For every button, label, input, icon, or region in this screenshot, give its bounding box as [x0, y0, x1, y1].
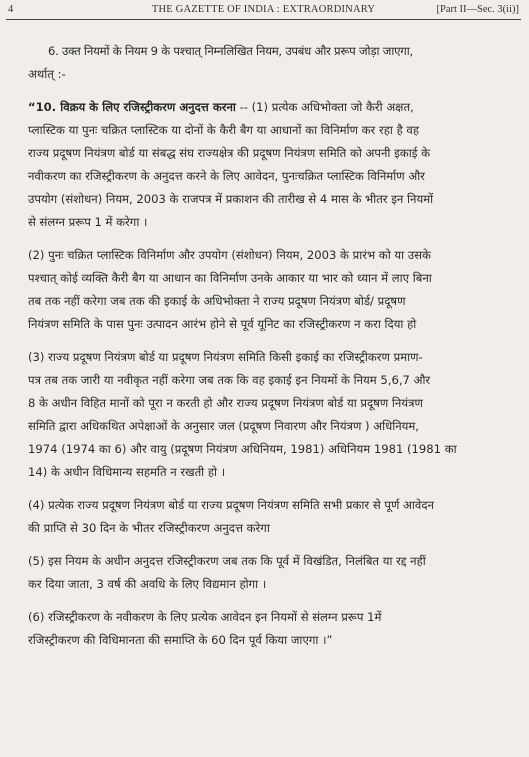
text-line: की प्राप्ति से 30 दिन के भीतर रजिस्ट्रीकरण अनुदत्त करेगा: [28, 521, 270, 535]
page-header: [8, 4, 519, 20]
text-fragment: -- (1) प्रत्येक अधिभोक्ता जो कैरी अक्षत,: [235, 100, 414, 114]
rule-heading: “10. विक्रय के लिए रजिस्ट्रीकरण अनुदत्त करना: [28, 100, 236, 114]
text-line: [28, 96, 515, 119]
text-line: 14) के अधीन विधिमान्य सहमति न रखती हो ।: [28, 465, 226, 479]
text-line: तब तक नहीं करेगा जब तक की इकाई के अधिभोक्ता ने राज्य प्रदूषण नियंत्रण बोर्ड/ प्रदूषण: [28, 294, 406, 308]
text-line: उपयोग (संशोधन) नियम, 2003 के राजपत्र में प्रकाशन की तारीख से 4 मास के भीतर इन नियमों: [28, 192, 434, 206]
paragraph-clause-3: [28, 346, 515, 484]
text-line: रजिस्ट्रीकरण की विधिमानता की समाप्ति के 60 दिन पूर्व किया जाएगा ।”: [28, 633, 333, 647]
text-line: कर दिया जाता, 3 वर्ष की अवधि के लिए विद्यमान होगा ।: [28, 577, 267, 591]
paragraph-intro: [28, 40, 515, 86]
paragraph-clause-2: [28, 244, 515, 336]
text-line: से संलग्न प्ररूप 1 में करेगा ।: [28, 215, 148, 229]
text-line: पश्चात् कोई व्यक्ति कैरी बैग या आधान का विनिर्माण उनके आकार या भार को ध्यान में लाए बिना: [28, 271, 432, 285]
document-body: [28, 40, 515, 662]
text-line: (2) पुनः चक्रित प्लास्टिक विनिर्माण और उपयोग (संशोधन) नियम, 2003 के प्रारंभ को या उसके: [28, 248, 431, 262]
text-line: राज्य प्रदूषण नियंत्रण बोर्ड या संबद्ध संघ राज्यक्षेत्र की प्रदूषण नियंत्रण समिति को अपनी इकाई के: [28, 146, 430, 160]
text-line: (5) इस नियम के अधीन अनुदत्त रजिस्ट्रीकरण जब तक कि पूर्व में विखंडित, निलंबित या रद्द नहीं: [28, 554, 426, 568]
text-line: नियंत्रण समिति के पास पुनः उत्पादन आरंभ होने से पूर्व यूनिट का रजिस्ट्रीकरण न करा दिया हो: [28, 317, 417, 331]
text-line: नवीकरण का रजिस्ट्रीकरण के अनुदत्त करने के लिए आवेदन, पुनःचक्रित प्लास्टिक विनिर्माण और: [28, 169, 425, 183]
text-line: पत्र तब तक जारी या नवीकृत नहीं करेगा जब तक कि वह इकाई इन नियमों के नियम 5,6,7 और: [28, 373, 431, 387]
text-line: (4) प्रत्येक राज्य प्रदूषण नियंत्रण बोर्ड या राज्य प्रदूषण नियंत्रण समिति सभी प्रकार से पूर्ण आवेदन: [28, 498, 434, 512]
page-number: 4: [8, 4, 14, 15]
gazette-title: THE GAZETTE OF INDIA : EXTRAORDINARY: [151, 4, 376, 15]
part-section: [Part II—Sec. 3(ii)]: [436, 4, 519, 15]
text-line: 1974 (1974 का 6) और वायु (प्रदूषण नियंत्रण अधिनियम, 1981) अधिनियम 1981 (1981 का: [28, 442, 457, 456]
text-line: (3) राज्य प्रदूषण नियंत्रण बोर्ड या प्रदूषण नियंत्रण समिति किसी इकाई का रजिस्ट्रीकरण प्रमाण-: [28, 350, 423, 364]
text-line: (6) रजिस्ट्रीकरण के नवीकरण के लिए प्रत्येक आवेदन इन नियमों से संलग्न प्ररूप 1में: [28, 610, 382, 624]
paragraph-clause-6: [28, 606, 515, 652]
paragraph-clause-4: [28, 494, 515, 540]
text-line: 6. उक्त नियमों के नियम 9 के पश्चात् निम्नलिखित नियम, उपबंध और प्ररूप जोड़ा जाएगा,: [48, 44, 414, 58]
paragraph-clause-5: [28, 550, 515, 596]
text-line: 8 के अधीन विहित मानों को पूरा न करती हो और राज्य प्रदूषण नियंत्रण बोर्ड या प्रदूषण नियंत्रण: [28, 396, 423, 410]
text-line: समिति द्वारा अधिकथित अपेक्षाओं के अनुसार जल (प्रदूषण निवारण और नियंत्रण ) अधिनियम,: [28, 419, 419, 433]
text-line: अर्थात् :-: [28, 67, 66, 81]
header-rule: [6, 19, 521, 20]
paragraph-rule-10: [28, 96, 515, 234]
text-line: प्लास्टिक या पुनः चक्रित प्लास्टिक या दोनों के कैरी बैग या आधानों का विनिर्माण कर रहा है वह: [28, 123, 420, 137]
